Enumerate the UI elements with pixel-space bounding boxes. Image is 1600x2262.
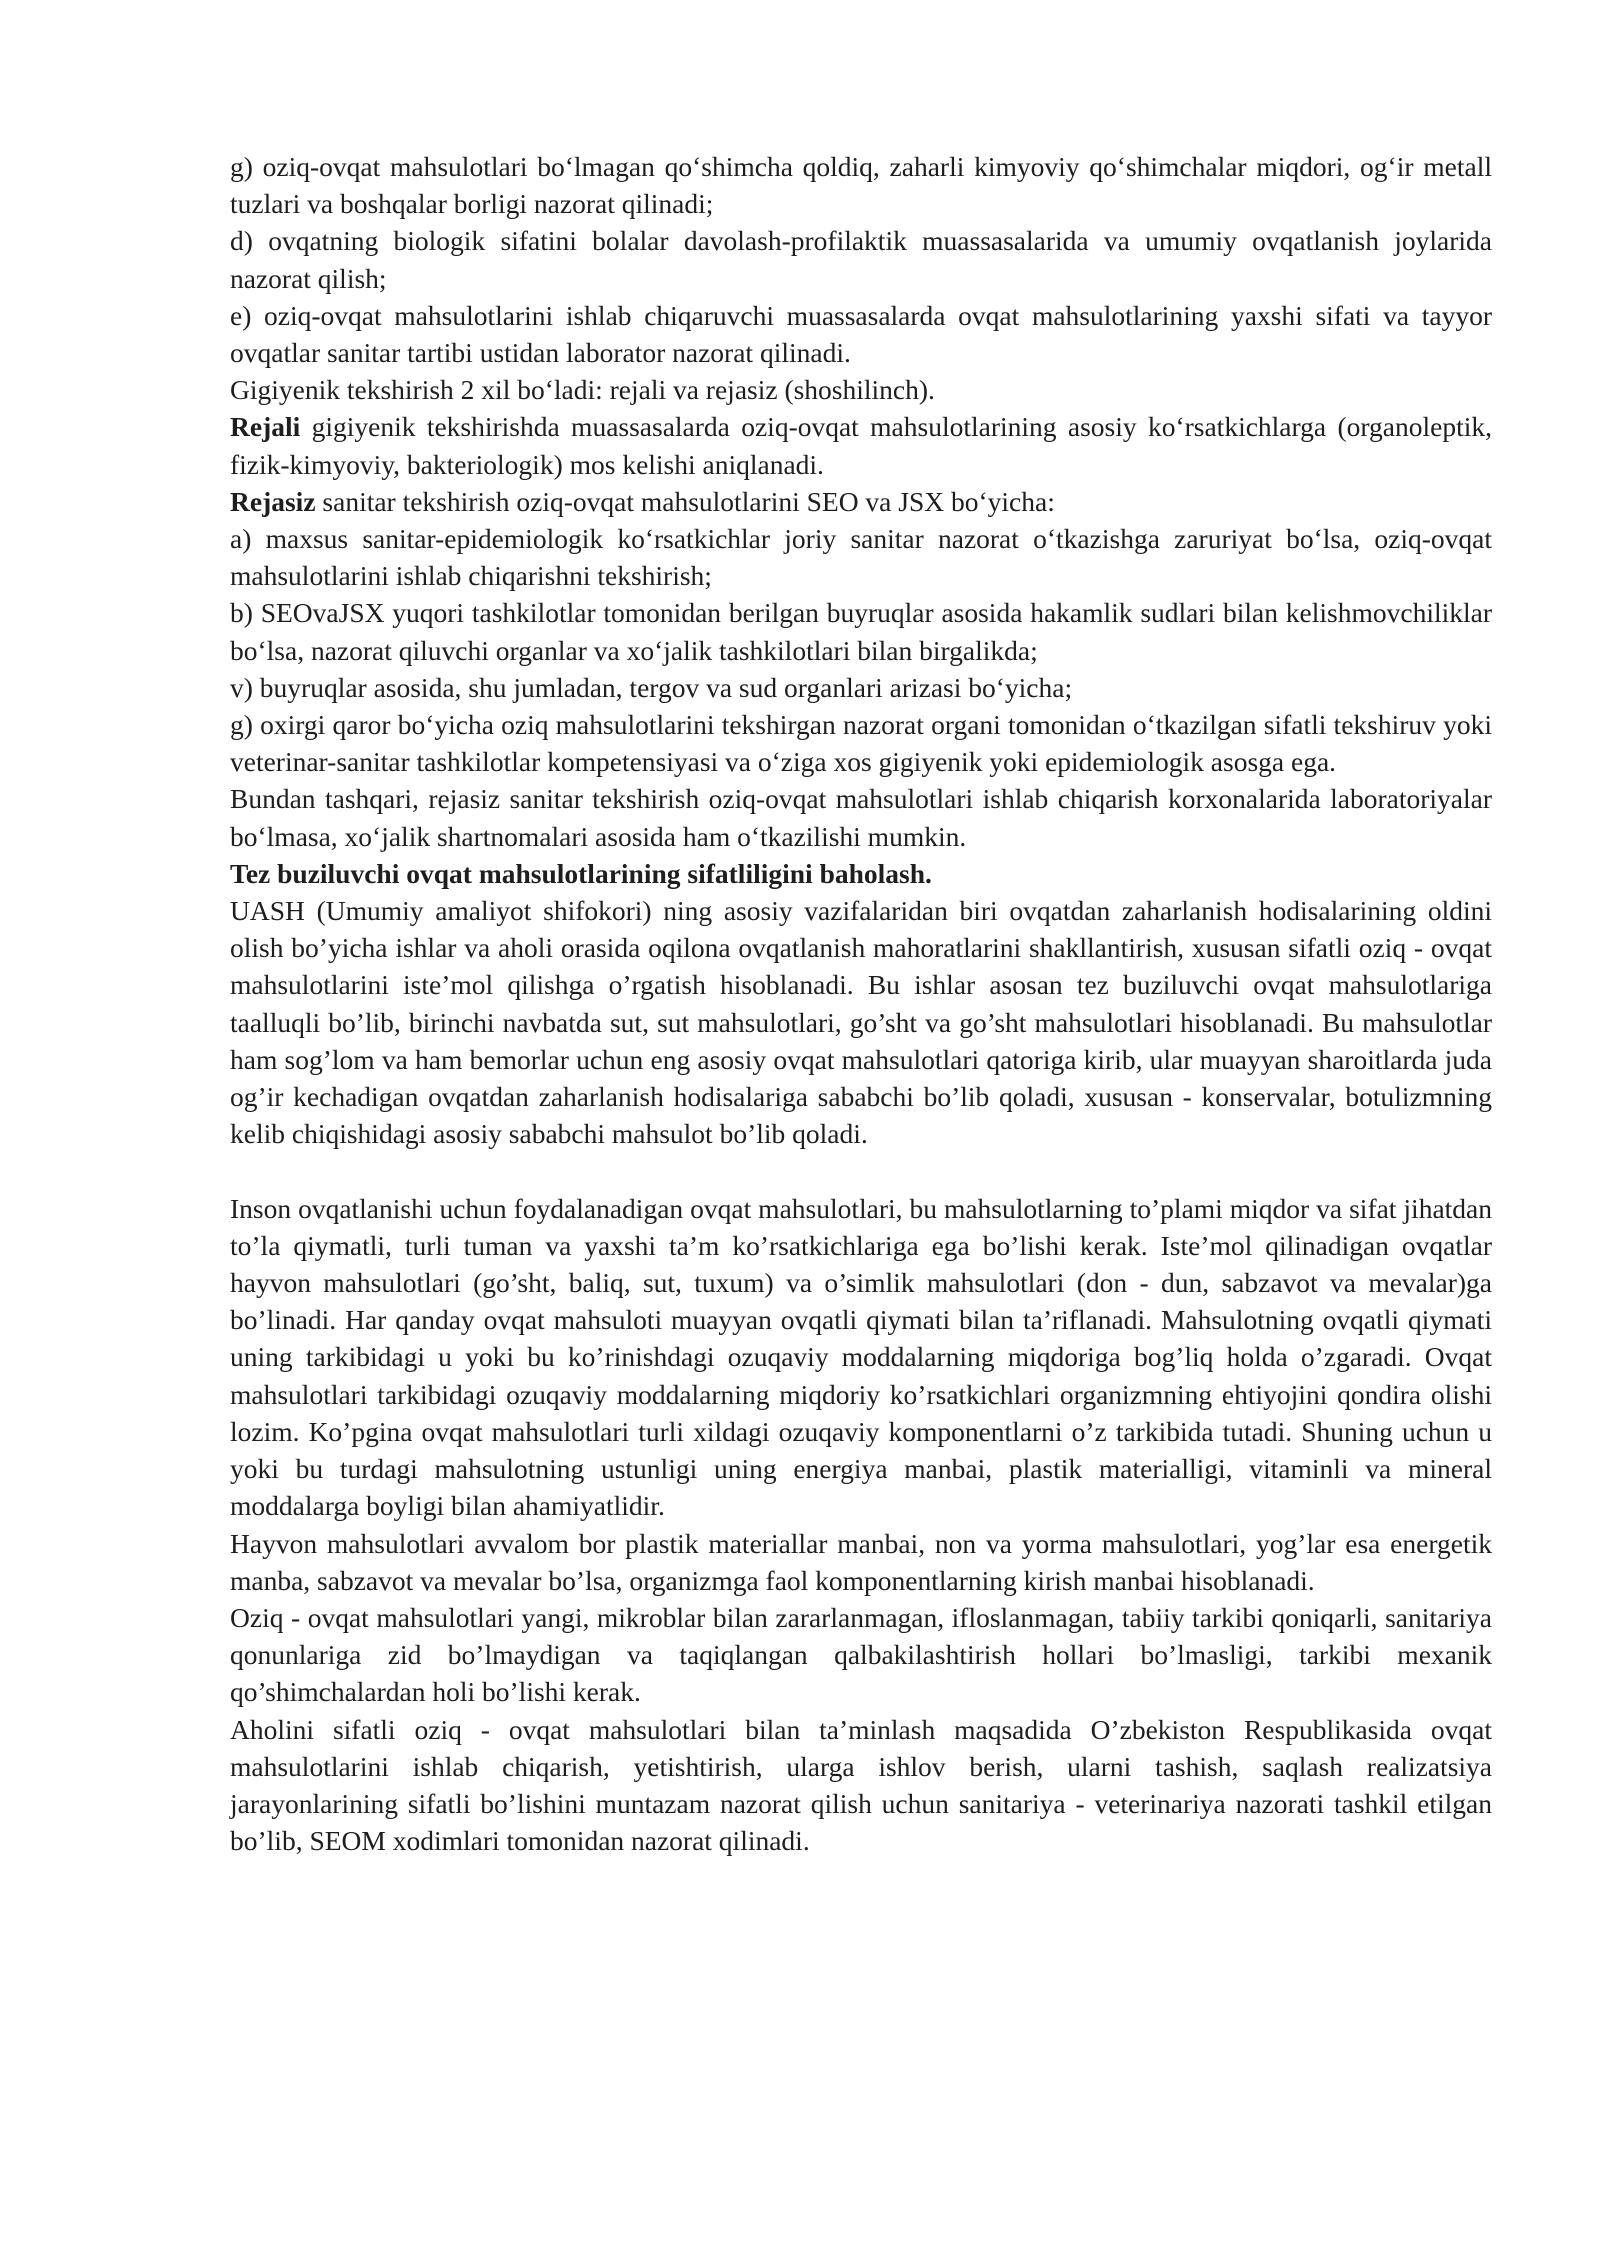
paragraph-rejali: [230, 408, 1492, 482]
paragraph-item-g2: g) oxirgi qaror bo‘yicha oziq mahsulotlarini tekshirgan nazorat organi tomonidan o‘tkazilgan sifatli tekshiruv yoki veterinar-sanitar tashkilotlar kompetensiyasi va o‘ziga xos gigiyenik yoki epidemiologik asosga ega.: [230, 709, 1492, 778]
paragraph-rejasiz-text: sanitar tekshirish oziq-ovqat mahsulotlarini SEO va JSX bo‘yicha:: [315, 485, 1055, 517]
paragraph-gap: [230, 1152, 1492, 1189]
paragraph-nutrition: Inson ovqatlanishi uchun foydalanadigan ovqat mahsulotlari, bu mahsulotlarning to’plami miqdor va sifat jihatdan to’la qiymatli, turli tuman va yaxshi ta’m ko’rsatkichlariga ega bo’lishi kerak. Iste’mol qilinadigan ovqatlar hayvon mahsulotlari (go’sht, baliq, sut, tuxum) va o’simlik mahsulotlari (don - dun, sabzavot va mevalar)ga bo’linadi. Har qanday ovqat mahsuloti muayyan ovqatli qiymati bilan ta’riflanadi. Mahsulotning ovqatli qiymati uning tarkibidagi u yoki bu ko’rinishdagi ozuqaviy moddalarning miqdoriga bog’liq holda o’zgaradi. Ovqat mahsulotlari tarkibidagi ozuqaviy moddalarning miqdoriy ko’rsatkichlari organizmning ehtiyojini qondira olishi lozim. Ko’pgina ovqat mahsulotlari turli xildagi ozuqaviy komponentlarni o’z tarkibida tutadi. Shuning uchun u yoki bu turdagi mahsulotning ustunligi uning energiya manbai, plastik materialligi, vitaminli va mineral moddalarga boyligi bilan ahamiyatlidir.: [230, 1192, 1492, 1522]
term-rejasiz: Rejasiz: [230, 485, 316, 517]
document-page: [230, 148, 1492, 1859]
paragraph-item-g: g) oziq-ovqat mahsulotlari bo‘lmagan qo‘shimcha qoldiq, zaharli kimyoviy qo‘shimchalar miqdori, og‘ir metall tuzlari va boshqalar borligi nazorat qilinadi;: [230, 151, 1492, 220]
paragraph-item-e: e) oziq-ovqat mahsulotlarini ishlab chiqaruvchi muassasalarda ovqat mahsulotlarining yaxshi sifati va tayyor ovqatlar sanitar tartibi ustidan laborator nazorat qilinadi.: [230, 299, 1492, 369]
paragraph-item-a: a) maxsus sanitar-epidemiologik ko‘rsatkichlar joriy sanitar nazorat o‘tkazishga zaruriyat bo‘lsa, oziq-ovqat mahsulotlarini ishlab chiqarishni tekshirish;: [230, 523, 1492, 592]
paragraph-inspection-types: Gigiyenik tekshirish 2 xil bo‘ladi: rejali va rejasiz (shoshilinch).: [230, 374, 935, 406]
paragraph-animal-products: Hayvon mahsulotlari avvalom bor plastik materiallar manbai, non va yorma mahsulotlari, yog’lar esa energetik manba, sabzavot va mevalar bo’lsa, organizmga faol komponentlarning kirish manbai hisoblanadi.: [230, 1527, 1492, 1596]
paragraph-additional: Bundan tashqari, rejasiz sanitar tekshirish oziq-ovqat mahsulotlari ishlab chiqarish korxonalarida laboratoriyalar bo‘lmasa, xo‘jalik shartnomalari asosida ham o‘tkazilishi mumkin.: [230, 783, 1492, 852]
paragraph-item-d: d) ovqatning biologik sifatini bolalar davolash-profilaktik muassasalarida va umumiy ovqatlanish joylarida nazorat qilish;: [230, 225, 1492, 294]
paragraph-item-v: v) buyruqlar asosida, shu jumladan, tergov va sud organlari arizasi bo‘yicha;: [230, 671, 1073, 703]
paragraph-item-b: b) SEOvaJSX yuqori tashkilotlar tomonidan berilgan buyruqlar asosida hakamlik sudlari bilan kelishmovchiliklar bo‘lsa, nazorat qiluvchi organlar va xo‘jalik tashkilotlari bilan birgalikda;: [230, 597, 1492, 666]
term-rejali: Rejali: [230, 411, 301, 443]
paragraph-rejali-text: gigiyenik tekshirishda muassasalarda oziq-ovqat mahsulotlarining asosiy ko‘rsatkichlarga (organoleptik, fizik-kimyoviy, bakteriologik) mos kelishi aniqlanadi.: [230, 411, 1492, 480]
paragraph-supervision: Aholini sifatli oziq - ovqat mahsulotlari bilan ta’minlash maqsadida O’zbekiston Respublikasida ovqat mahsulotlarini ishlab chiqarish, yetishtirish, ularga ishlov berish, ularni tashish, saqlash realizatsiya jarayonlarining sifatli bo’lishini muntazam nazorat qilish uchun sanitariya - veterinariya nazorati tashkil etilgan bo’lib, SEOM xodimlari tomonidan nazorat qilinadi.: [230, 1713, 1492, 1857]
paragraph-uash: UASH (Umumiy amaliyot shifokori) ning asosiy vazifalaridan biri ovqatdan zaharlanish hodisalarining oldini olish bo’yicha ishlar va aholi orasida oqilona ovqatlanish mahoratlarini shakllantirish, xususan sifatli oziq - ovqat mahsulotlarini iste’mol qilishga o’rgatish hisoblanadi. Bu ishlar asosan tez buziluvchi ovqat mahsulotlariga taalluqli bo’lib, birinchi navbatda sut, sut mahsulotlari, go’sht va go’sht mahsulotlari hisoblanadi. Bu mahsulotlar ham sog’lom va ham bemorlar uchun eng asosiy ovqat mahsulotlari qatoriga kirib, ular muayyan sharoitlarda juda og’ir kechadigan ovqatdan zaharlanish hodisalariga sababchi bo’lib qoladi, xususan - konservalar, botulizmning kelib chiqishidagi asosiy sababchi mahsulot bo’lib qoladi.: [230, 895, 1492, 1150]
section-heading-wrapper: [230, 855, 1492, 892]
paragraph-food-quality: Oziq - ovqat mahsulotlari yangi, mikroblar bilan zararlanmagan, ifloslanmagan, tabiiy tarkibi qoniqarli, sanitariya qonunlariga zid bo’lmaydigan va taqiqlangan qalbakilashtirish hollari bo’lmasligi, tarkibi mexanik qo’shimchalardan holi bo’lishi kerak.: [230, 1601, 1492, 1708]
paragraph-rejasiz: [230, 483, 1492, 520]
section-heading: Tez buziluvchi ovqat mahsulotlarining sifatliligini baholash.: [230, 857, 932, 889]
